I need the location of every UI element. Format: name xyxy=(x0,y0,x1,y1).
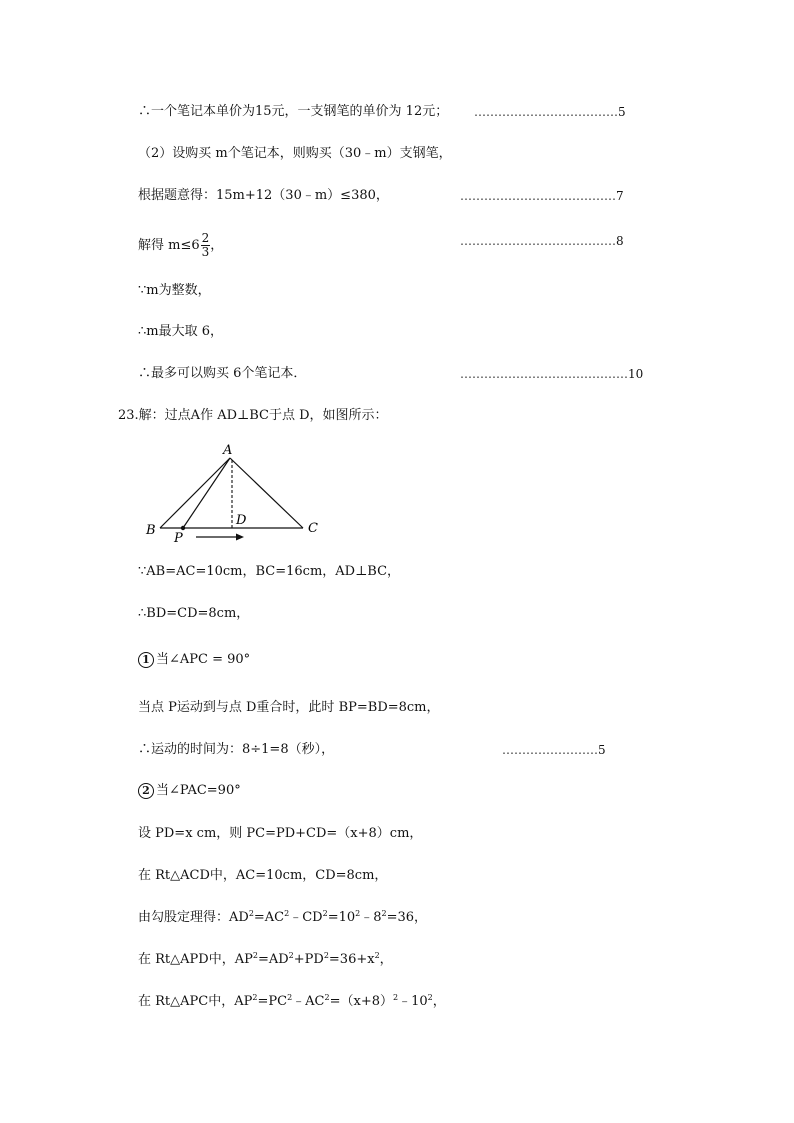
eq-part: =AD xyxy=(257,952,289,967)
case-two-text: 当∠PAC=90° xyxy=(156,783,241,798)
dot-leader: …………………………………… xyxy=(460,367,628,381)
line-unit-prices: ∴一个笔记本单价为15元，一支钢笔的单价为 12元； xyxy=(138,104,449,119)
eq-part: ﹣10 xyxy=(398,994,428,1009)
score-mark-10 xyxy=(460,365,643,383)
exponent: 2 xyxy=(381,909,387,918)
exponent: 2 xyxy=(248,909,254,918)
exponent: 2 xyxy=(323,951,329,960)
score-value: 5 xyxy=(598,743,606,757)
solution-comma: ， xyxy=(210,238,224,253)
exponent: 2 xyxy=(427,993,433,1002)
label-c: C xyxy=(308,521,318,536)
eq-part: =10 xyxy=(327,910,356,925)
eq-part: =36+x xyxy=(328,952,375,967)
point-p xyxy=(181,526,185,530)
line-conclusion: ∴最多可以购买 6个笔记本． xyxy=(138,366,307,381)
exponent: 2 xyxy=(322,909,328,918)
fraction-numerator: 2 xyxy=(201,231,210,245)
label-b: B xyxy=(146,523,156,538)
label-p: P xyxy=(174,531,183,546)
eq-part: 由勾股定理得：AD xyxy=(138,910,249,925)
triangle-figure xyxy=(138,440,338,550)
eq-part: =（x+8） xyxy=(329,994,393,1009)
eq-part: =AC xyxy=(253,910,285,925)
exponent: 2 xyxy=(355,909,361,918)
label-d: D xyxy=(236,513,247,528)
exponent: 2 xyxy=(392,993,399,1002)
line-setup: （2）设购买 m个笔记本，则购买（30﹣m）支钢笔， xyxy=(138,146,452,161)
circled-number-two: 2 xyxy=(138,783,154,799)
case-one-text: 当∠APC = 90° xyxy=(156,652,251,667)
eq-part: =PC xyxy=(257,994,288,1009)
fraction-denominator: 3 xyxy=(201,245,210,259)
eq-part: 在 Rt△APC中，AP xyxy=(138,994,253,1009)
exponent: 2 xyxy=(252,951,258,960)
eq-part: =36， xyxy=(386,910,428,925)
dot-leader: ………………………………… xyxy=(460,189,616,203)
eq-part: +PD xyxy=(293,952,324,967)
score-value: 10 xyxy=(628,367,644,381)
line-m-max: ∴m最大取 6， xyxy=(138,324,224,339)
line-solution-m xyxy=(138,232,223,259)
label-a: A xyxy=(223,443,233,458)
eq-part: ﹣CD xyxy=(289,910,323,925)
eq-part: ， xyxy=(379,952,393,967)
score-value: 5 xyxy=(618,105,626,119)
exponent: 2 xyxy=(324,993,330,1002)
exponent: 2 xyxy=(284,909,290,918)
segment-ap xyxy=(183,458,230,528)
arrow-head-icon xyxy=(236,534,244,541)
dot-leader: ………………………………… xyxy=(460,234,616,248)
line-rt-apd xyxy=(138,951,393,969)
dot-leader: ……………………………… xyxy=(474,105,618,119)
case-one-heading xyxy=(138,651,250,669)
line-m-integer: ∵m为整数， xyxy=(138,283,211,298)
line-let-pd: 设 PD=x cm，则 PC=PD+CD=（x+8）cm， xyxy=(138,826,423,841)
score-mark-5b xyxy=(502,741,606,759)
circled-number-one: 1 xyxy=(138,652,154,668)
line-bd-cd: ∴BD=CD=8cm， xyxy=(138,606,250,621)
exponent: 2 xyxy=(287,993,293,1002)
eq-part: ﹣8 xyxy=(360,910,382,925)
line-p-at-d: 当点 P运动到与点 D重合时，此时 BP=BD=8cm， xyxy=(138,700,440,715)
exponent: 2 xyxy=(288,951,294,960)
line-given: ∵AB=AC=10cm，BC=16cm，AD⊥BC， xyxy=(138,564,401,579)
score-value: 8 xyxy=(616,234,624,248)
exponent: 2 xyxy=(374,951,380,960)
line-pythagoras-ad xyxy=(138,909,427,927)
dot-leader: …………………… xyxy=(502,743,598,757)
line-rt-apc xyxy=(138,993,446,1011)
line-inequality: 根据题意得：15m+12（30﹣m）≤380， xyxy=(138,188,389,203)
score-mark-5 xyxy=(474,103,626,121)
fraction-two-thirds xyxy=(201,232,211,259)
line-time: ∴运动的时间为：8÷1=8（秒）， xyxy=(138,742,335,757)
eq-part: 在 Rt△APD中，AP xyxy=(138,952,253,967)
score-mark-8 xyxy=(460,232,624,250)
exponent: 2 xyxy=(252,993,258,1002)
solution-text: 解得 m≤6 xyxy=(138,238,200,253)
eq-part: ﹣AC xyxy=(292,994,325,1009)
line-rt-acd: 在 Rt△ACD中，AC=10cm，CD=8cm， xyxy=(138,868,388,883)
score-value: 7 xyxy=(616,189,624,203)
side-ab xyxy=(160,458,230,528)
score-mark-7 xyxy=(460,187,624,205)
eq-part: ， xyxy=(432,994,446,1009)
case-two-heading xyxy=(138,782,241,800)
q23-intro: 23.解：过点A作 AD⊥BC于点 D，如图所示： xyxy=(118,408,388,423)
